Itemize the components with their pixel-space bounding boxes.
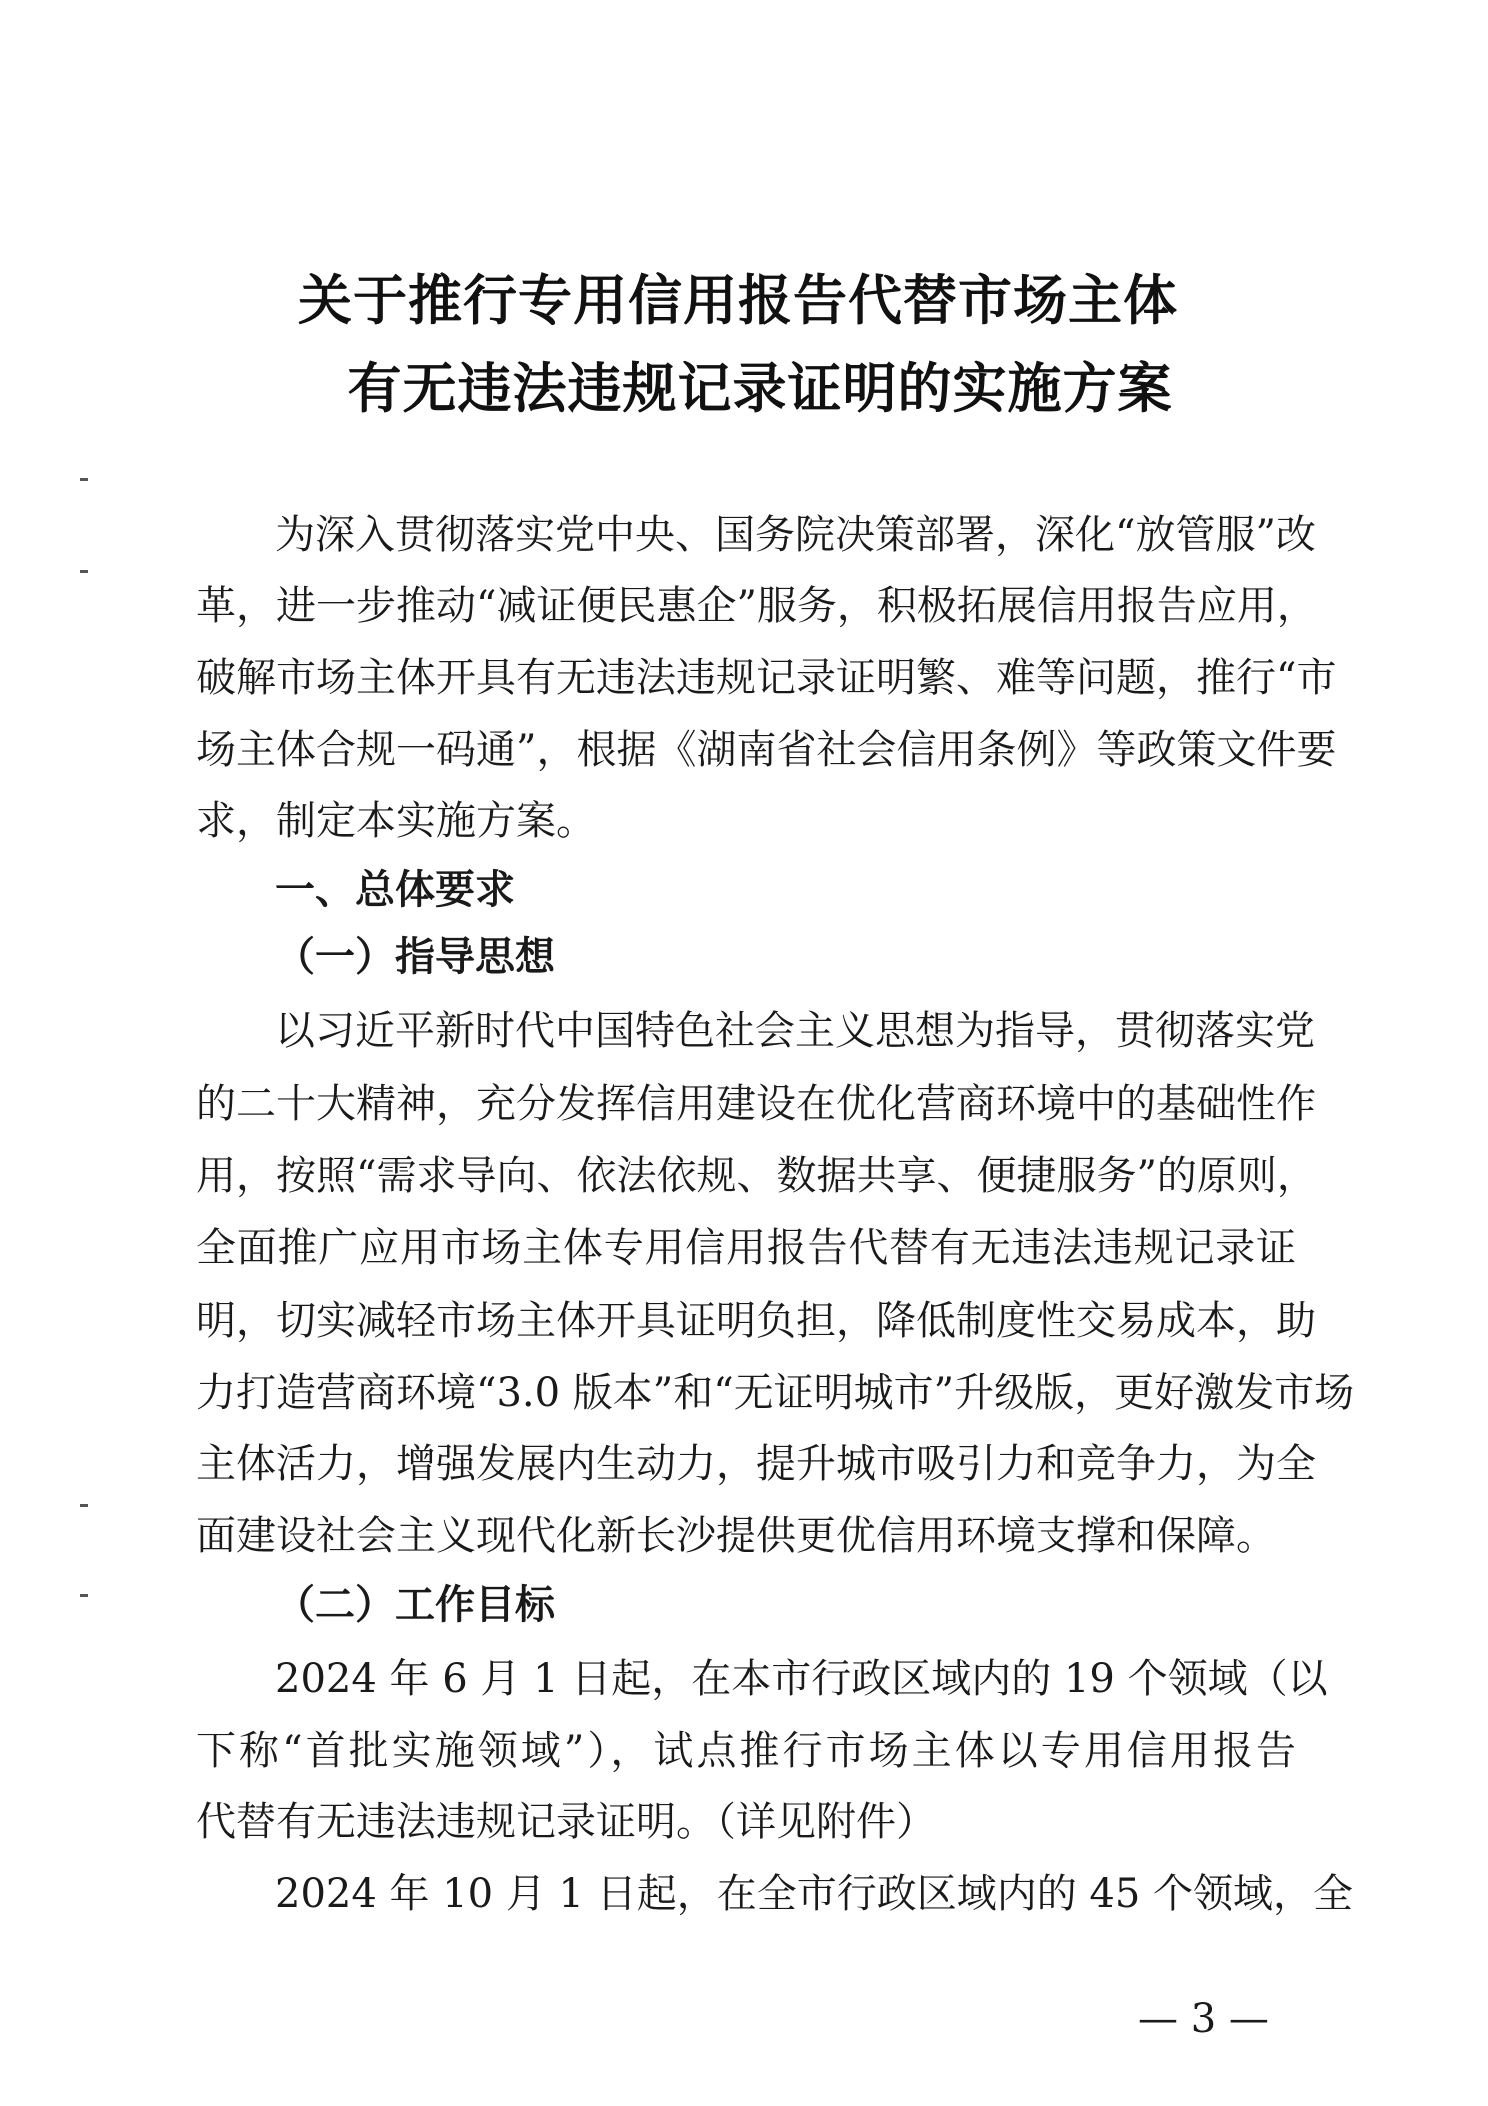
scan-margin-mark [80,570,88,573]
guiding-line: 面建设社会主义现代化新长沙提供更优信用环境支撑和保障。 [196,1513,1276,1559]
guiding-line: 明，切实减轻市场主体开具证明负担，降低制度性交易成本，助 [196,1298,1316,1344]
goals-line: 2024 年 6 月 1 日起，在本市行政区域内的 19 个领域（以 [275,1656,1328,1702]
goals-line: 下称“首批实施领域”），试点推行市场主体以专用信用报告 [196,1728,1296,1774]
scan-margin-mark [80,1504,88,1507]
intro-line: 求，制定本实施方案。 [196,798,596,844]
scan-margin-mark [80,478,88,481]
document-title-line-1: 关于推行专用信用报告代替市场主体 [298,269,1178,332]
goals-line: 2024 年 10 月 1 日起，在全市行政区域内的 45 个领域，全 [275,1871,1354,1917]
guiding-line: 的二十大精神，充分发挥信用建设在优化营商环境中的基础性作 [196,1081,1316,1127]
document-title-line-2: 有无违法违规记录证明的实施方案 [347,357,1173,420]
subsection-heading: （二）工作目标 [275,1582,555,1628]
intro-line: 革，进一步推动“减证便民惠企”服务，积极拓展信用报告应用， [196,583,1317,629]
intro-line: 场主体合规一码通”，根据《湖南省社会信用条例》等政策文件要 [196,727,1337,773]
page-number: — 3 — [1138,1996,1269,2042]
guiding-line: 用，按照“需求导向、依法依规、数据共享、便捷服务”的原则， [196,1153,1317,1199]
guiding-line: 全面推广应用市场主体专用信用报告代替有无违法违规记录证 [196,1225,1296,1271]
guiding-line: 力打造营商环境“3.0 版本”和“无证明城市”升级版，更好激发市场 [196,1370,1355,1416]
guiding-line: 主体活力，增强发展内生动力，提升城市吸引力和竞争力，为全 [196,1441,1316,1487]
intro-line: 破解市场主体开具有无违法违规记录证明繁、难等问题，推行“市 [196,655,1337,701]
intro-line: 为深入贯彻落实党中央、国务院决策部署，深化“放管服”改 [275,512,1316,558]
section-heading: 一、总体要求 [275,867,515,913]
subsection-heading: （一）指导思想 [275,934,555,980]
guiding-line: 以习近平新时代中国特色社会主义思想为指导，贯彻落实党 [275,1008,1315,1054]
scan-margin-mark [80,1594,88,1597]
goals-line: 代替有无违法违规记录证明。（详见附件） [196,1799,936,1845]
